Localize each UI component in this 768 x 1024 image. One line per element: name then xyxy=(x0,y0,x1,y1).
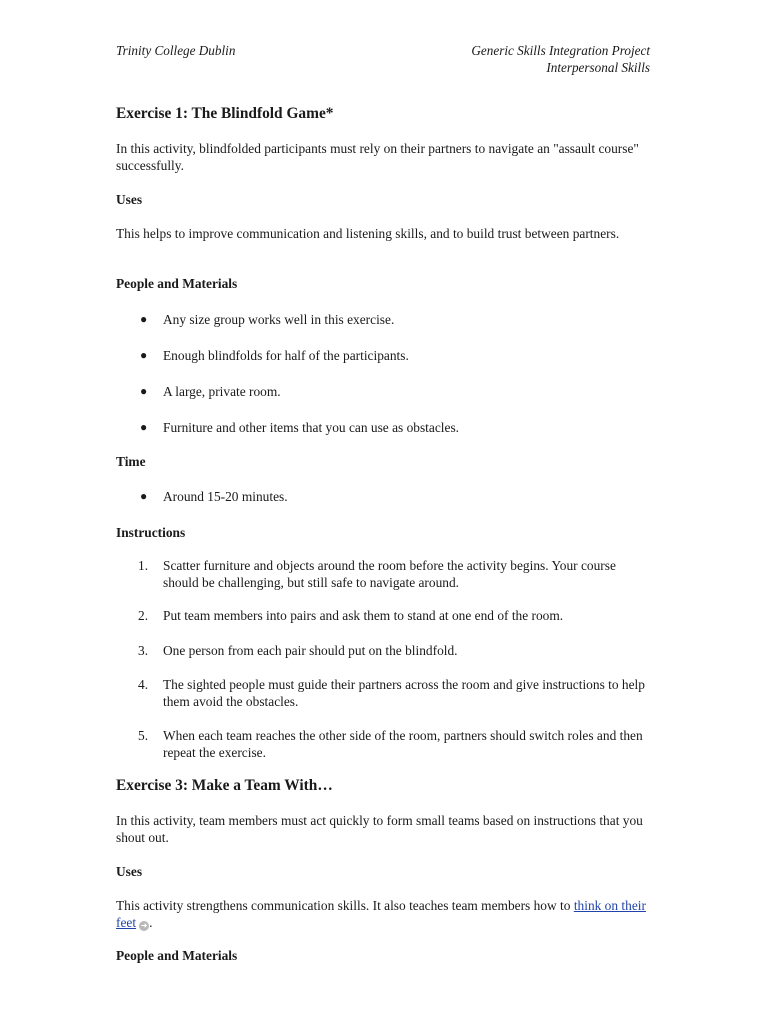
think-on-their-feet-link[interactable]: think on their feet xyxy=(116,898,646,930)
exercise1-time-heading: Time xyxy=(116,454,146,469)
instruction-item: 1. Scatter furniture and objects around the room before the activity begins. Your course should be challenging, but still safe to navigate around. xyxy=(138,558,616,590)
exercise1-intro: In this activity, blindfolded participants must rely on their partners to navigate an "assault course" successfully. xyxy=(116,141,639,173)
materials-item: ● Furniture and other items that you can use as obstacles. xyxy=(140,420,460,435)
materials-item: ● Any size group works well in this exercise. xyxy=(140,312,395,327)
instruction-item: 2. Put team members into pairs and ask them to stand at one end of the room. xyxy=(138,608,564,623)
exercise3-uses-heading: Uses xyxy=(116,864,143,879)
bullet-icon: ● xyxy=(140,420,148,434)
bullet-icon: ● xyxy=(140,384,148,398)
instruction-item: 3. One person from each pair should put on the blindfold. xyxy=(138,643,458,658)
arrow-circle-icon[interactable]: ➜ xyxy=(140,921,148,930)
exercise1-uses-text: This helps to improve communication and listening skills, and to build trust between partners. xyxy=(116,226,620,241)
header-right xyxy=(471,43,650,76)
header-left: Trinity College Dublin xyxy=(116,43,236,58)
exercise3-intro: In this activity, team members must act quickly to form small teams based on instructions that you shout out. xyxy=(116,813,643,845)
exercise1-title: Exercise 1: The Blindfold Game* xyxy=(116,105,334,122)
exercise3-materials-heading: People and Materials xyxy=(116,948,238,963)
exercise3-uses-text xyxy=(116,897,656,931)
exercise3-uses-sentence: This activity strengthens communication skills. It also teaches team members how to xyxy=(116,898,571,913)
instruction-item: 5. When each team reaches the other side of the room, partners should switch roles and then repeat the exercise. xyxy=(138,728,643,760)
instruction-item: 4. The sighted people must guide their partners across the room and give instructions to help them avoid the obstacles. xyxy=(138,677,645,709)
materials-item: ● A large, private room. xyxy=(140,384,281,399)
bullet-icon: ● xyxy=(140,348,148,362)
header-topic: Interpersonal Skills xyxy=(546,59,650,75)
bullet-icon: ● xyxy=(140,489,148,503)
bullet-icon: ● xyxy=(140,312,148,326)
time-item: ● Around 15-20 minutes. xyxy=(140,489,288,504)
exercise3-uses-end: . xyxy=(149,915,153,930)
exercise1-instructions-heading: Instructions xyxy=(116,525,186,540)
exercise1-materials-heading: People and Materials xyxy=(116,276,238,291)
exercise3-title: Exercise 3: Make a Team With… xyxy=(116,777,333,794)
exercise1-uses-heading: Uses xyxy=(116,192,143,207)
materials-item: ● Enough blindfolds for half of the participants. xyxy=(140,348,409,363)
header-project: Generic Skills Integration Project xyxy=(471,43,650,58)
